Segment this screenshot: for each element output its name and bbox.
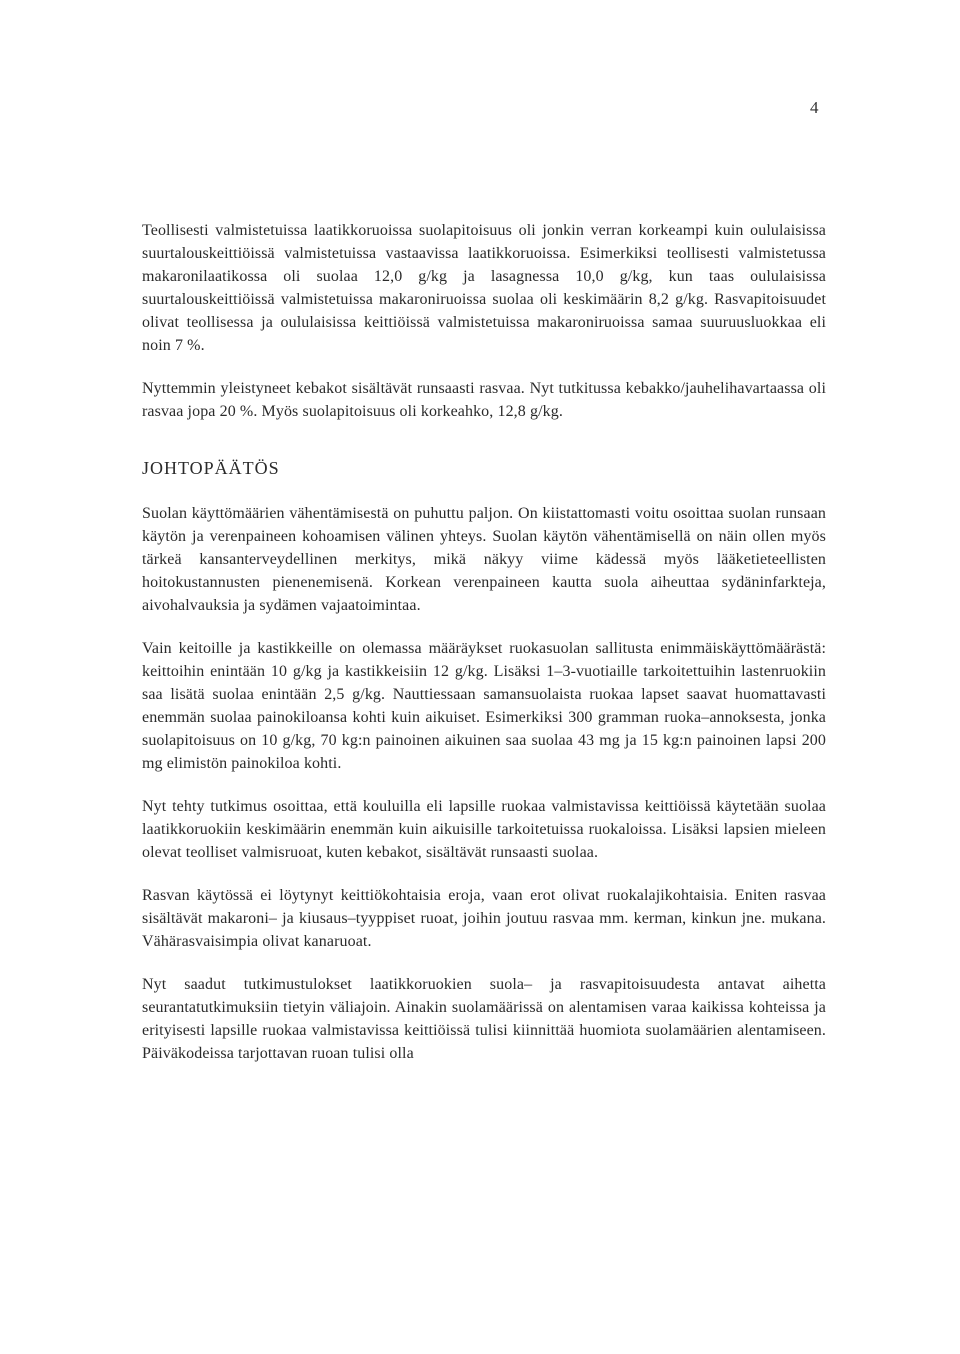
paragraph-follow-up: Nyt saadut tutkimustulokset laatikkoruokien suola– ja rasvapitoisuudesta antavat aihetta seurantatutkimuksiin tietyin väliajoin. Ainakin suolamäärissä on alentamisen varaa kaikissa kohteissa ja erityisesti lapsille ruokaa valmistavissa keittiöissä tulisi kiinnittää huomiota suolamäärien alentamiseen. Päiväkodeissa tarjottavan ruoan tulisi olla [142,976,826,1062]
paragraph-kebab: Nyttemmin yleistyneet kebakot sisältävät runsaasti rasvaa. Nyt tutkitussa kebakko/jauhelihavartaassa oli rasvaa jopa 20 %. Myös suolapitoisuus oli korkeahko, 12,8 g/kg. [142,380,826,420]
paragraph-industrial-salt: Teollisesti valmistetuissa laatikkoruoissa suolapitoisuus oli jonkin verran korkeampi kuin oululaisissa suurtalouskeittiöissä valmistetuissa vastaavissa laatikkoruoissa. Esimerkiksi teollisesti valmistetussa makaronilaatikossa oli suolaa 12,0 g/kg ja lasagnessa 10,0 g/kg, kun taas oululaisissa suurtalouskeittiöissä valmistetuissa makaroniruoissa suolaa oli keskimäärin 8,2 g/kg. Rasvapitoisuudet olivat teollisessa ja oululaisissa keittiöissä valmistetuissa makaroniruoissa samaa suuruusluokkaa eli noin 7 %. [142,222,826,354]
page-number: 4 [810,98,819,117]
paragraph-regulations: Vain keitoille ja kastikkeille on olemassa määräykset ruokasuolan sallitusta enimmäiskäyttömäärästä: keittoihin enintään 10 g/kg ja kastikkeisiin 12 g/kg. Lisäksi 1–3-vuotiaille tarkoitettuihin lastenruokiin saa lisätä suolaa enintään 2,5 g/kg. Nauttiessaan samansuolaista ruokaa lapset saavat huomattavasti enemmän suolaa painokiloansa kohti kuin aikuiset. Esimerkiksi 300 gramman ruoka–annoksesta, jonka suolapitoisuus on 10 g/kg, 70 kg:n painoinen aikuinen saa suolaa 43 mg ja 15 kg:n painoinen lapsi 200 mg elimistön painokiloa kohti. [142,640,826,772]
section-heading: JOHTOPÄÄTÖS [142,458,280,478]
paragraph-salt-reduction: Suolan käyttömäärien vähentämisestä on puhuttu paljon. On kiistattomasti voitu osoittaa suolan runsaan käytön ja verenpaineen kohoamisen välinen yhteys. Suolan käytön vähentämisellä on näin ollen myös tärkeä kansanterveydellinen merkitys, mikä näkyy viime kädessä myös lääketieteellisten hoitokustannusten pienenemisenä. Korkean verenpaineen kautta suola aiheuttaa sydäninfarkteja, aivohalvauksia ja sydämen vajaatoimintaa. [142,505,826,614]
paragraph-school-kitchens: Nyt tehty tutkimus osoittaa, että kouluilla eli lapsille ruokaa valmistavissa keittiöissä käytetään suolaa laatikkoruokiin keskimäärin enemmän kuin aikuisille tarkoitetuissa ruokaloissa. Lisäksi lapsien mieleen olevat teolliset valmisruoat, kuten kebakot, sisältävät runsaasti suolaa. [142,798,826,861]
paragraph-fat-usage: Rasvan käytössä ei löytynyt keittiökohtaisia eroja, vaan erot olivat ruokalajikohtaisia. Eniten rasvaa sisältävät makaroni– ja kiusaus–tyyppiset ruoat, joihin joutuu rasvaa mm. kerman, kinkun jne. mukana. Vähärasvaisimpia olivat kanaruoat. [142,887,826,950]
page-body [142,219,826,1085]
